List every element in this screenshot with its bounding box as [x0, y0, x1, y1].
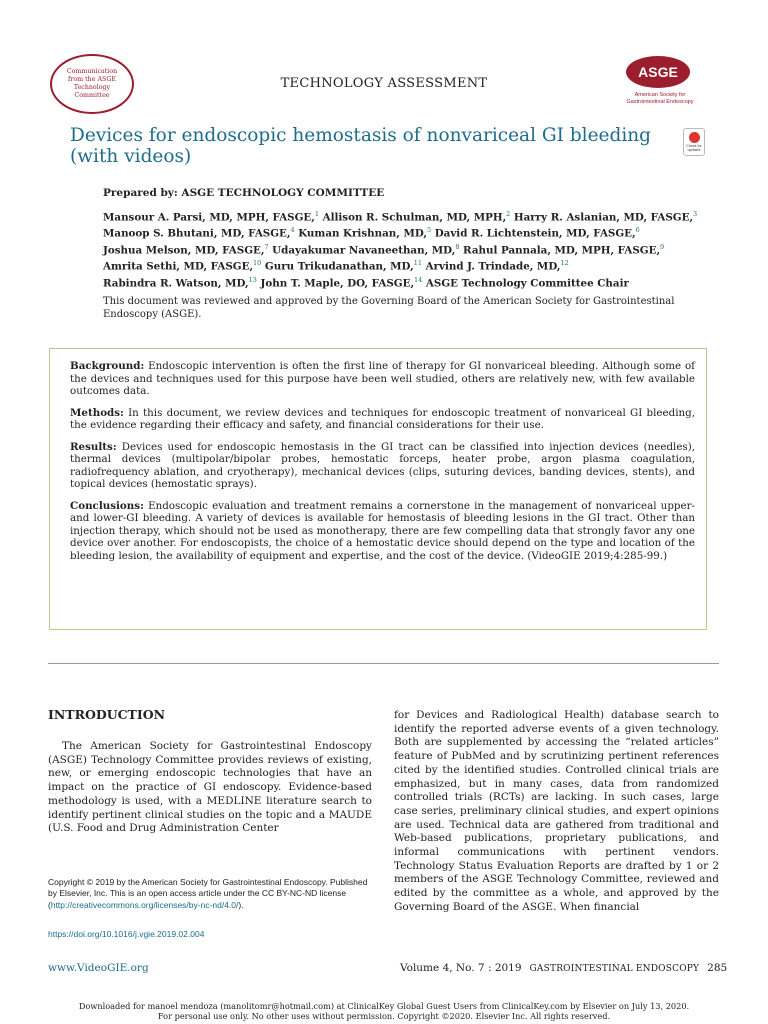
page-number: 285 — [707, 962, 728, 974]
affiliation-marker[interactable]: 3 — [693, 210, 698, 218]
author-name: Rabindra R. Watson, MD, — [103, 277, 249, 290]
seal-text: Communication from the ASGE Technology Committee — [66, 68, 118, 99]
affiliation-marker[interactable]: 2 — [506, 210, 511, 218]
page-footer — [400, 962, 728, 974]
affiliation-marker[interactable]: 13 — [248, 275, 257, 284]
affiliation-marker[interactable]: 8 — [455, 242, 460, 251]
updates-icon — [689, 132, 700, 143]
author-line — [103, 241, 703, 257]
abstract-methods: Methods: In this document, we review devices and techniques for endoscopic treatment of nonvariceal GI bleeding, the evidence regarding their efficacy and safety, and financial considerations for their use. — [70, 406, 695, 431]
author-list — [103, 208, 703, 290]
section-label: TECHNOLOGY ASSESSMENT — [280, 76, 488, 91]
author-name: Manoop S. Bhutani, MD, FASGE, — [103, 227, 291, 240]
abstract-background: Background: Endoscopic intervention is often the first line of therapy for GI nonvariceal bleeding. Although some of the devices and techniques used for this purpose have been well studied, others are relatively new, with few available outcomes data. — [70, 360, 695, 397]
doi-link[interactable]: https://doi.org/10.1016/j.vgie.2019.02.004 — [48, 929, 205, 939]
author-name: Harry R. Aslanian, MD, FASGE, — [510, 211, 694, 224]
affiliation-marker[interactable]: 14 — [414, 275, 423, 284]
author-name: Arvind J. Trindade, MD, — [422, 260, 561, 273]
intro-right-column: for Devices and Radiological Health) database search to identify the reported adverse events of a given technology. Both are supplemented by accessing the “related articles” feature of PubMed and by scrutinizing pertinent references cited by the identified studies. Controlled clinical trials are emphasized, but in many cases, data from randomized controlled trials (RCTs) are lacking. In such cases, large case series, preliminary clinical studies, and expert opinions are used. Technical data are gathered from traditional and Web-based publications, proprietary publications, and informal communications with pertinent vendors. Technology Status Evaluation Reports are drafted by 1 or 2 members of the ASGE Technology Committee, reviewed and edited by the committee as a whole, and approved by the Governing Board of the ASGE. When financial — [394, 709, 719, 913]
abstract-conclusions: Conclusions: Endoscopic evaluation and treatment remains a cornerstone in the management of nonvariceal upper- and lower-GI bleeding. A variety of devices is available for hemostasis of bleeding lesions in the GI tract. Other than injection therapy, which should not be used as monotherapy, there are few compelling data that strongly favor any one device over another. For endoscopists, the choice of a hemostatic device should depend on the type and location of the bleeding lesion, the availability of equipment and expertise, and the cost of the device. (VideoGIE 2019;4:285-99.) — [70, 499, 695, 562]
prepared-by: Prepared by: ASGE TECHNOLOGY COMMITTEE — [103, 187, 385, 199]
author-name: Amrita Sethi, MD, FASGE, — [103, 260, 254, 273]
author-name: David R. Lichtenstein, MD, FASGE, — [431, 227, 636, 240]
intro-left-column: The American Society for Gastrointestinal Endoscopy (ASGE) Technology Committee provides reviews of existing, new, or emerging endoscopic technologies that have an impact on the practice of GI endoscopy. Evidence-based methodology is used, with a MEDLINE literature search to identify pertinent clinical studies on the topic and a MAUDE (U.S. Food and Drug Administration Center — [48, 740, 372, 835]
affiliation-marker[interactable]: 7 — [264, 242, 269, 251]
download-notice: Downloaded for manoel mendoza (manolitomr@hotmail.com) at ClinicalKey Global Guest Users from ClinicalKey.com by Elsevier on July 13, 2020. For personal use only. No other uses without permission. Copyright ©2020. Elsevier Inc. All rights reserved. — [78, 1001, 690, 1021]
site-link[interactable]: www.VideoGIE.org — [48, 962, 149, 974]
author-line — [103, 224, 703, 240]
volume-info: Volume 4, No. 7 : 2019 — [400, 962, 522, 974]
affiliation-marker[interactable]: 10 — [253, 259, 262, 268]
affiliation-marker[interactable]: 5 — [427, 226, 432, 235]
author-name: John T. Maple, DO, FASGE, — [256, 277, 415, 290]
author-name: Udayakumar Navaneethan, MD, — [268, 244, 456, 257]
asge-logo-caption: American Society for Gastrointestinal Endoscopy — [626, 92, 694, 105]
article-title: Devices for endoscopic hemostasis of nonvariceal GI bleeding (with videos) — [70, 125, 652, 167]
author-name: Guru Trikudanathan, MD, — [261, 260, 414, 273]
check-for-updates-badge[interactable]: Check for updates — [683, 128, 705, 156]
section-heading: INTRODUCTION — [48, 707, 166, 722]
approval-note: This document was reviewed and approved by the Governing Board of the American Society for Gastrointestinal Endoscopy (ASGE). — [103, 296, 675, 320]
affiliation-marker[interactable]: 6 — [635, 226, 640, 235]
abstract-results: Results: Devices used for endoscopic hemostasis in the GI tract can be classified into injection devices (needles), thermal devices (multipolar/bipolar probes, hemostatic forceps, heater probe, argon plasma coagulation, radiofrequency ablation, and cryotherapy), mechanical devices (clips, suturing devices, banding devices, stents), and topical devices (hemostatic sprays). — [70, 440, 695, 490]
abstract-box — [49, 348, 707, 630]
affiliation-marker[interactable]: 4 — [290, 226, 295, 235]
affiliation-marker[interactable]: 1 — [314, 210, 319, 218]
author-line — [103, 208, 703, 224]
affiliation-marker[interactable]: 9 — [660, 242, 665, 251]
copyright-notice: Copyright © 2019 by the American Society for Gastrointestinal Endoscopy. Published by Elsevier, Inc. This is an open access article under the CC BY-NC-ND license (http://creativecommons.org/licenses/by-nc-nd/4.0/). — [48, 877, 368, 910]
journal-name: GASTROINTESTINAL ENDOSCOPY — [529, 964, 700, 974]
author-name: ASGE Technology Committee Chair — [422, 277, 629, 290]
affiliation-marker[interactable]: 11 — [413, 259, 422, 268]
author-line — [103, 274, 703, 290]
author-name: Joshua Melson, MD, FASGE, — [103, 244, 265, 257]
author-line — [103, 257, 703, 273]
asge-logo: ASGE — [626, 56, 690, 88]
license-link[interactable]: http://creativecommons.org/licenses/by-nc-nd/4.0/ — [50, 899, 239, 910]
author-name: Allison R. Schulman, MD, MPH, — [319, 211, 507, 224]
affiliation-marker[interactable]: 12 — [560, 259, 569, 268]
author-name: Mansour A. Parsi, MD, MPH, FASGE, — [103, 211, 315, 224]
author-name: Kuman Krishnan, MD, — [294, 227, 427, 240]
author-name: Rahul Pannala, MD, MPH, FASGE, — [459, 244, 661, 257]
divider — [48, 663, 719, 664]
